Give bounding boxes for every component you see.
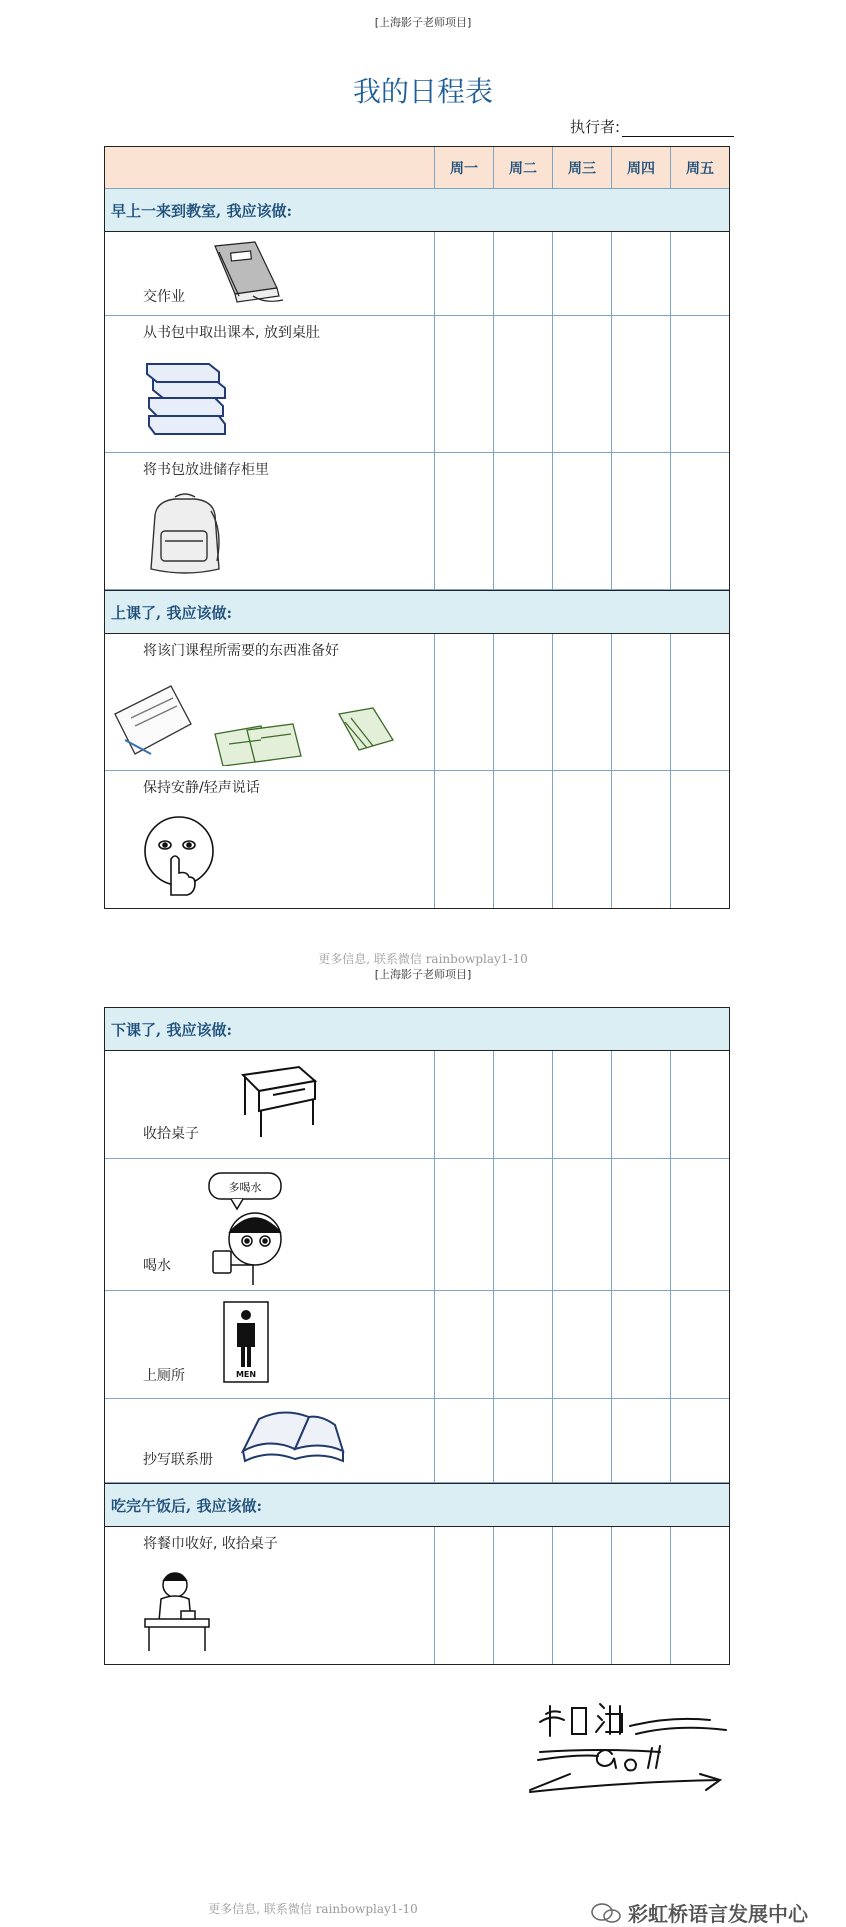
backpack-icon [145, 491, 225, 581]
check-cell[interactable] [553, 771, 612, 908]
check-cell[interactable] [612, 1291, 671, 1398]
check-cell[interactable] [612, 1159, 671, 1290]
table-header-row [105, 147, 729, 189]
task-cell [105, 316, 435, 452]
task-cell [105, 634, 435, 770]
task-label: 抄写联系册 [143, 1452, 213, 1468]
footer-contact: 更多信息, 联系微信 rainbowplay1-10 [318, 952, 528, 966]
signature-go-drawing [520, 1690, 740, 1810]
task-label: 将该门课程所需要的东西准备好 [143, 643, 339, 659]
executor-field[interactable] [570, 116, 734, 137]
check-cell[interactable] [435, 634, 494, 770]
check-cell[interactable] [671, 771, 729, 908]
check-cell[interactable] [494, 1159, 553, 1290]
check-cell[interactable] [435, 1159, 494, 1290]
task-row [105, 1159, 729, 1291]
day-header: 周五 [686, 160, 714, 177]
task-cell [105, 1291, 435, 1398]
day-header: 周二 [494, 147, 553, 188]
project-header: [上海影子老师项目] [374, 16, 472, 29]
check-cell[interactable] [671, 453, 729, 589]
check-cell[interactable] [494, 771, 553, 908]
task-label: 收拾桌子 [143, 1126, 199, 1142]
task-row [105, 1051, 729, 1159]
page-title: 我的日程表 [352, 75, 493, 108]
task-row [105, 316, 729, 453]
task-row [105, 453, 729, 590]
task-label: 喝水 [143, 1258, 171, 1274]
day-header: 周三 [553, 147, 612, 188]
check-cell[interactable] [553, 634, 612, 770]
task-cell [105, 771, 435, 908]
schedule-table-2 [104, 1007, 730, 1665]
task-label: 交作业 [143, 289, 185, 305]
task-row [105, 634, 729, 771]
executor-label: 执行者: [570, 118, 621, 136]
check-cell[interactable] [494, 316, 553, 452]
check-cell[interactable] [553, 232, 612, 315]
task-cell [105, 232, 435, 315]
check-cell[interactable] [553, 1159, 612, 1290]
check-cell[interactable] [435, 316, 494, 452]
check-cell[interactable] [612, 1399, 671, 1482]
check-cell[interactable] [553, 1527, 612, 1664]
check-cell[interactable] [435, 1291, 494, 1398]
section-after-lunch: 吃完午饭后, 我应该做: [105, 1483, 729, 1527]
task-row [105, 1291, 729, 1399]
section-morning: 早上一来到教室, 我应该做: [105, 189, 729, 232]
footer-contact-page2: 更多信息, 联系微信 rainbowplay1-10 [208, 1902, 418, 1916]
task-cell [105, 1527, 435, 1664]
header-blank-cell [105, 147, 435, 188]
child-cleaning-desk-icon [141, 1565, 221, 1655]
check-cell[interactable] [612, 634, 671, 770]
books-stack-icon [143, 358, 233, 438]
task-cell [105, 1159, 435, 1290]
check-cell[interactable] [553, 1051, 612, 1158]
check-cell[interactable] [435, 1527, 494, 1664]
check-cell[interactable] [435, 232, 494, 315]
check-cell[interactable] [671, 232, 729, 315]
section-after-class: 下课了, 我应该做: [105, 1008, 729, 1051]
check-cell[interactable] [671, 634, 729, 770]
project-header-page2: [上海影子老师项目] [374, 968, 472, 981]
check-cell[interactable] [612, 316, 671, 452]
school-supplies-icon [111, 674, 411, 766]
check-cell[interactable] [435, 1399, 494, 1482]
check-cell[interactable] [553, 316, 612, 452]
check-cell[interactable] [435, 453, 494, 589]
check-cell[interactable] [494, 1399, 553, 1482]
check-cell[interactable] [553, 1291, 612, 1398]
check-cell[interactable] [494, 1527, 553, 1664]
task-label: 上厕所 [143, 1368, 185, 1384]
check-cell[interactable] [671, 1051, 729, 1158]
task-row [105, 1527, 729, 1664]
check-cell[interactable] [494, 1291, 553, 1398]
task-label: 将书包放进储存柜里 [143, 462, 269, 478]
open-book-icon [239, 1407, 349, 1471]
watermark-text: 彩虹桥语言发展中心 [628, 1902, 808, 1926]
task-label: 从书包中取出课本, 放到桌肚 [143, 325, 320, 341]
day-header: 周一 [435, 147, 494, 188]
check-cell[interactable] [494, 1051, 553, 1158]
check-cell[interactable] [553, 1399, 612, 1482]
task-label: 保持安静/轻声说话 [143, 780, 260, 796]
check-cell[interactable] [671, 1291, 729, 1398]
check-cell[interactable] [494, 232, 553, 315]
speech-bubble-text: 多喝水 [228, 1181, 262, 1194]
check-cell[interactable] [494, 453, 553, 589]
restroom-sign-icon [223, 1301, 269, 1383]
check-cell[interactable] [553, 453, 612, 589]
check-cell[interactable] [612, 771, 671, 908]
check-cell[interactable] [435, 1051, 494, 1158]
shush-face-icon [143, 809, 223, 899]
check-cell[interactable] [494, 634, 553, 770]
check-cell[interactable] [671, 316, 729, 452]
drinking-boy-icon [201, 1167, 301, 1287]
check-cell[interactable] [671, 1527, 729, 1664]
desk-icon [239, 1061, 319, 1141]
section-class: 上课了, 我应该做: [105, 590, 729, 634]
task-cell [105, 1051, 435, 1158]
check-cell[interactable] [671, 1159, 729, 1290]
homework-book-icon [205, 238, 285, 308]
check-cell[interactable] [435, 771, 494, 908]
check-cell[interactable] [612, 232, 671, 315]
check-cell[interactable] [612, 453, 671, 589]
toilet-sign-text: MEN [235, 1370, 257, 1379]
day-header: 周四 [612, 147, 671, 188]
task-cell [105, 1399, 435, 1482]
task-row [105, 232, 729, 316]
task-row [105, 1399, 729, 1483]
check-cell[interactable] [612, 1527, 671, 1664]
task-cell [105, 453, 435, 589]
task-row [105, 771, 729, 908]
check-cell[interactable] [612, 1051, 671, 1158]
check-cell[interactable] [671, 1399, 729, 1482]
wechat-icon [590, 1902, 622, 1924]
executor-blank-line[interactable] [622, 136, 734, 137]
schedule-table-1 [104, 146, 730, 909]
task-label: 将餐巾收好, 收拾桌子 [143, 1536, 278, 1552]
